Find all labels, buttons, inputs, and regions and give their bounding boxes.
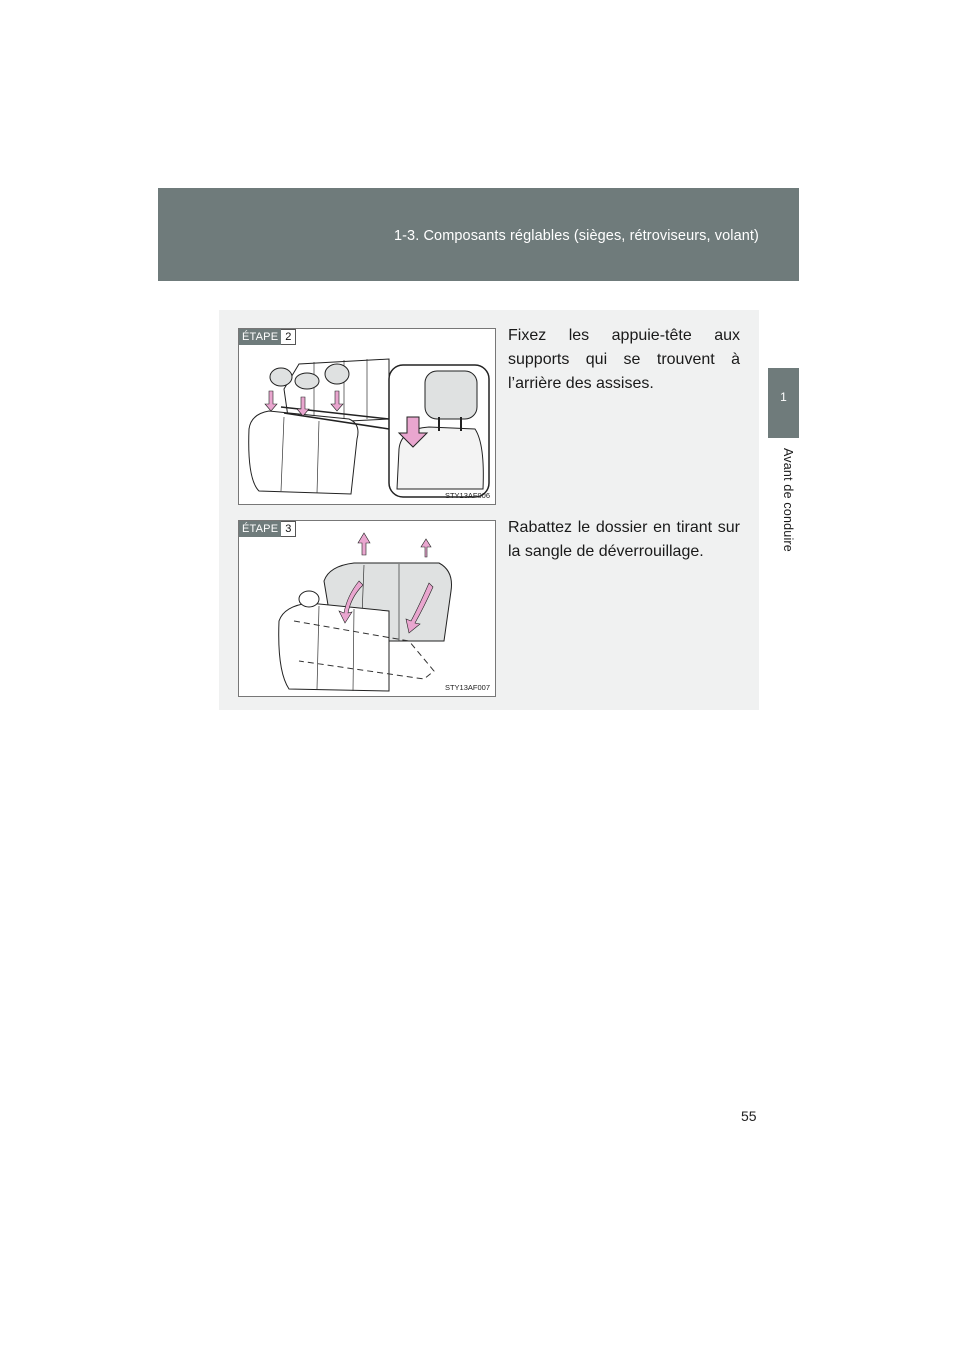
step-label: ÉTAPE <box>239 521 281 537</box>
page-number: 55 <box>741 1108 757 1124</box>
section-header <box>158 188 799 281</box>
chapter-number: 1 <box>780 390 787 404</box>
chapter-tab <box>768 368 799 438</box>
figure-code: STY13AF006 <box>444 491 490 500</box>
step-2-figure <box>238 328 496 505</box>
headrest-install-illustration <box>239 329 495 504</box>
section-title: 1-3. Composants réglables (sièges, rétroviseurs, volant) <box>393 228 759 244</box>
step-number: 3 <box>281 521 296 537</box>
chapter-label: Avant de conduire <box>781 448 795 552</box>
step-number: 2 <box>281 329 296 345</box>
step-2-text: Fixez les appuie-tête aux supports qui se trouvent à l’arrière des assises. <box>508 327 740 392</box>
figure-code: STY13AF007 <box>444 683 490 692</box>
step-2-badge <box>239 329 296 345</box>
step-3-figure <box>238 520 496 697</box>
seat-fold-illustration <box>239 521 495 696</box>
step-3-text: Rabattez le dossier en tirant sur la sangle de déverrouillage. <box>508 519 740 560</box>
step-3-badge <box>239 521 296 537</box>
step-label: ÉTAPE <box>239 329 281 345</box>
